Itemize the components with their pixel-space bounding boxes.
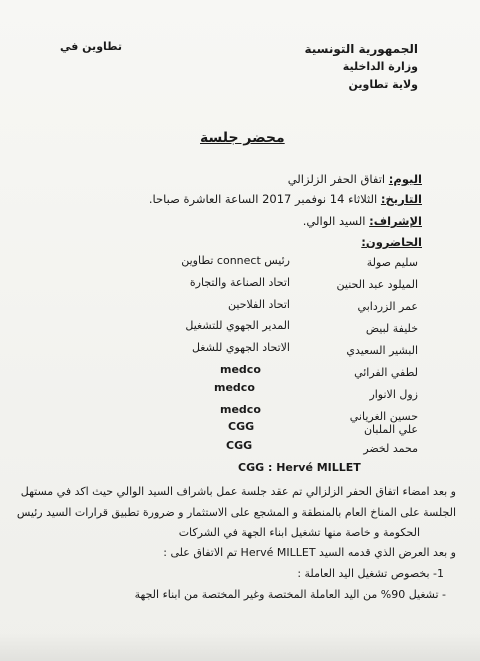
- page-shadow: [0, 633, 480, 661]
- attendee-name: عمر الزردابي: [357, 300, 418, 313]
- supervision-label: الإشراف:: [369, 214, 422, 228]
- ministry-header: وزارة الداخلية: [342, 60, 418, 73]
- republic-header: الجمهورية التونسية: [304, 42, 418, 56]
- page-title: محضر جلسة: [200, 130, 285, 146]
- attendee-name: لطفي الفرائي: [354, 366, 418, 379]
- attendee-name: الميلود عبد الحنين: [336, 278, 418, 291]
- supervision-line: [303, 214, 422, 228]
- attendee-role: رئيس connect تطاوين: [181, 254, 290, 267]
- attendee-role: المدير الجهوي للتشغيل: [185, 319, 290, 332]
- date-line: [149, 192, 422, 206]
- attendee-name: خليفة لبيض: [365, 322, 418, 335]
- attendee-role: الاتحاد الجهوي للشغل: [191, 341, 290, 354]
- attendee-role: CGG : Hervé MILLET: [238, 461, 361, 474]
- attendees-label: الحاضرون:: [361, 235, 422, 249]
- attendee-name: سليم صولة: [366, 256, 418, 269]
- attendee-name: حسين الغرياني: [349, 410, 418, 423]
- attendees-label-line: [361, 235, 422, 249]
- paragraph-line: الجلسة على المناخ العام بالمنطقة و المشجع على الاستثمار و ضرورة تطبيق قرارات السيد رئيس: [16, 506, 456, 519]
- list-item: - تشغيل 90% من اليد العاملة المختصة وغير المختصة من ابناء الجهة: [134, 588, 446, 601]
- subject-label: اليوم:: [388, 172, 422, 186]
- attendee-role: اتحاد الصناعة والتجارة: [189, 276, 290, 289]
- attendee-name: زول الانوار: [369, 388, 418, 401]
- subject-value: اتفاق الحفر الزلزالي: [287, 172, 386, 186]
- attendee-role: اتحاد الفلاحين: [228, 298, 290, 311]
- supervision-value: السيد الوالي.: [302, 214, 366, 228]
- paragraph-line: الحكومة و خاصة منها تشغيل ابناء الجهة في الشركات: [178, 526, 420, 539]
- date-value: الثلاثاء 14 نوفمبر 2017 الساعة العاشرة صباحا.: [148, 192, 378, 206]
- location-date-line: تطاوين في: [60, 40, 123, 53]
- attendee-name: محمد لخضر: [363, 442, 418, 455]
- attendee-role: CGG: [226, 439, 253, 452]
- attendee-role: medco: [220, 403, 261, 416]
- attendee-name: البشير السعيدي: [346, 344, 418, 357]
- subject-line: [288, 172, 422, 186]
- attendee-role: medco: [220, 363, 261, 376]
- paragraph-line: و بعد امضاء اتفاق الحفر الزلزالي تم عقد جلسة عمل باشراف السيد الوالي حيث اكد في مستهل: [20, 485, 456, 498]
- attendee-role: CGG: [228, 420, 255, 433]
- attendee-name: علي الملبان: [363, 423, 418, 436]
- governorate-header: ولاية تطاوين: [348, 78, 418, 91]
- list-item: 1- بخصوص تشغيل اليد العاملة :: [297, 567, 444, 580]
- paragraph-line: و بعد العرض الذي قدمه السيد Hervé MILLET تم الاتفاق على :: [163, 546, 456, 559]
- attendee-role: medco: [214, 381, 255, 394]
- date-label: التاريخ:: [380, 192, 422, 206]
